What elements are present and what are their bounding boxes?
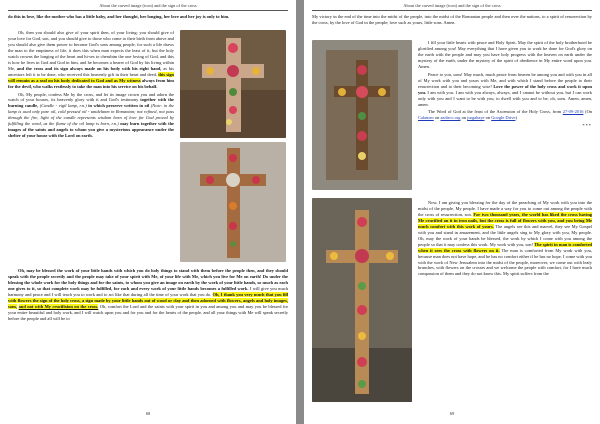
- left-column-text-2: [8, 232, 174, 272]
- separator-stars: ***: [582, 123, 592, 129]
- photo-flower-cross-door: [312, 40, 412, 190]
- photo-tall-flower-cross: [312, 198, 412, 402]
- google-drive-link[interactable]: Google Drive: [491, 115, 516, 121]
- highlight-thank-you: Oh, I thank you very much that you fill with flowers the sign of the holy cross, a sign made by your little hands out of wood or clay and then adorned with flowers, angels and holy images, sons,: [8, 291, 288, 309]
- date-link[interactable]: 27-09-2016: [562, 109, 584, 115]
- page-number-left: 68: [145, 411, 151, 416]
- highlight-not-crucifixion: and not with My crucifixion on the cross.: [18, 303, 99, 309]
- left-bottom-text: [8, 268, 288, 408]
- right-top-text: [312, 14, 592, 38]
- header-rule-right: [312, 10, 592, 11]
- paragraph-victory: My victory in the end of the time into the midst of the people, into the midst of the Romanian people and then over the nations, to a spirit of resurrection by the cross, by the love of God in the people; love such as yours, little sons. Amen.: [312, 14, 592, 25]
- paragraph-word-of-god: The Word of God at the feast of the Ascension of the Holy Cross, from 27-09-2016 (On Calameo on azdirco.org on jurgahaye on Google Drive): [418, 109, 592, 121]
- paragraph-confess: Oh, My people, confess Me by the cross, and let its image crown you and adorn the watch of your houses, its heavenly glory with it and God's testimony together with the burning candle, (Candle - vigil lamp, r.n.) in which preserve written in oil (Note: in the lamp is used only pure oil, cold pressed oil - untdelanm in Romanian; not refined, not pass through the fire, light of the candle represents wisdom born of love for God proved by fulfilling the word, as the flame of the oil lamp is born, r.n.) may burn together with the images of the saints and angels to whom you give a mysterious appearance under the shelter of your house with the Lord on earth.: [8, 91, 174, 139]
- photo-painted-cross-flowers: [180, 30, 286, 138]
- highlight-spirit-comforted: The spirit in man is comforted when it sees the cross with flowers on it.: [418, 241, 592, 253]
- running-title-right: About the carved image (icon) and the sign of the cross: [403, 3, 501, 8]
- page-number-right: 69: [449, 411, 455, 416]
- paragraph-now: Now, I am giving you blessing for the day of the preaching of My work with you into the midst of the people, My people. I have made a way for you to come out among the people with the cross of resurrection, son. For two thousand years, the world has liked the cross having Me crucified on it in iron nails, but the cross is full of flowers with you, and you bring Me much comfort with this work of yours. The angels see this and marvel, they see My Gospel with you and stand in amazement, and the little angels sing to My glory with you, My people. Oh, may the work of your hands be blessed, the work by which I come with you among the people so that it may confess this work. My work with you, son! The spirit in man is comforted when it sees the cross with flowers on it. The man is comforted from My work with you, because man does not have hope, and he has no comfort either if he has no hope. I come with you with the work of New Jerusalem into the midst of the people, moreover, we come out with leafy branches, with flowers on the crosses and we welcome the people with comfort, for I have much compassion of them and they do not know this. My spirit suffers from the: [418, 200, 592, 277]
- calameo-link[interactable]: Calameo: [418, 115, 434, 121]
- intro-paragraph: do this in love, like the mother who has a little baby, and her thought, her longing, her love and her joy is only to him.: [8, 14, 230, 19]
- highlight-seal: this sign will remain as a seal on his body dedicated to God and as My witness: [8, 71, 174, 83]
- right-column-text: [418, 40, 592, 196]
- paragraph-oh-then: Oh, then you should also give of your spirit then, of your living; you should give of your love for God, son, and you should give to those who come to their birth from above and you should also give them power to become God's sons among people, for such a life draws the man to the emptiness of life, it does this when man expects the least of it, but the holy watch crowns the longing of the heart and hi-ses to cherubim the one loving of God, and this is how he lives in God and God in him, and he becomes a bearer of God by his living within Me, and the cross and its sign always made on his body with his right hand, as his ancestors left it to be done, who received this heavenly gift in their heart and deed, this sign will remain as a seal on his body dedicated to God and as My witness always from him for the devil, who walks restlessly to take the man into his service on his behalf.: [8, 30, 174, 89]
- highlight-two-thousand-years: For two thousand years, the world has liked the cross having Me crucified on it in iron nails, but the cross is full of flowers with you, and you bring Me much comfort with this work of yours.: [418, 211, 592, 229]
- left-page: [0, 0, 296, 424]
- right-page: [304, 0, 600, 424]
- jurgahaye-link[interactable]: jurgahaye: [467, 115, 485, 121]
- right-column-text-2: [418, 200, 592, 406]
- paragraph-peace: Peace to you, sons! May much, much peace from heaven be among you and with you in all of My work with you and yours with Me, and with which I stand before the people to their resurrection and to their becoming wise! Love the power of the holy cross and work it upon you. I am with you. I am with you always, always, and I cannot be without you, but I can work only with you and I want to be with you, to dwell with you and to be, oh, sons. Amen, amen, amen.: [418, 71, 592, 107]
- left-column-text: [8, 30, 174, 230]
- photo-wooden-cross-roses: [180, 142, 286, 262]
- running-title-left: About the carved image (icon) and the sign of the cross: [99, 3, 197, 8]
- azdirco-link[interactable]: azdirco.org: [440, 115, 461, 121]
- paragraph-fill: I fill your little hearts with peace and Holy Spirit. May the spirit of the holy brotherhood be glorified among you! May everything that I have given you to work be done for God's glory on the earth with the people and may you have holy progress with the heaven on earth under the mystery of the earth, under the mystery of the spirit of obedience in My entire word upon you. Amen.: [418, 40, 592, 69]
- header-rule-left: [8, 10, 288, 11]
- paragraph-blessed: Oh, may be blessed the work of your little hands with which you do holy things to stand with them before the people then, and they should speak with the people secretly and the people may take of your spirit with Me, of your life with Me, which you live for Me on earth! Do under the blessing the whole work for the holy things and for the saints, to whom you give an image on earth by the work of your little hands, so much as each one gives to it, so that complete work may be fulfilled, for each and every work of your little hands becomes a fulfilled work. I will give you much harmony and peace and I will teach you to work and to act like that during all the time of your work that you do. Oh, I thank you very much that you fill with flowers the sign of the holy cross, a sign made by your little hands out of wood or clay and then adorned with flowers, angels and holy images, sons, and not with My crucifixion on the cross. Oh, comfort the Lord and the saints with your spirit in you and among you and may you be blessed for your entire beautiful and holy work, and I will watch upon you and for you and for the hearts of the people, and all your things with Me will speak secretly before the people and all will be to: [8, 268, 288, 321]
